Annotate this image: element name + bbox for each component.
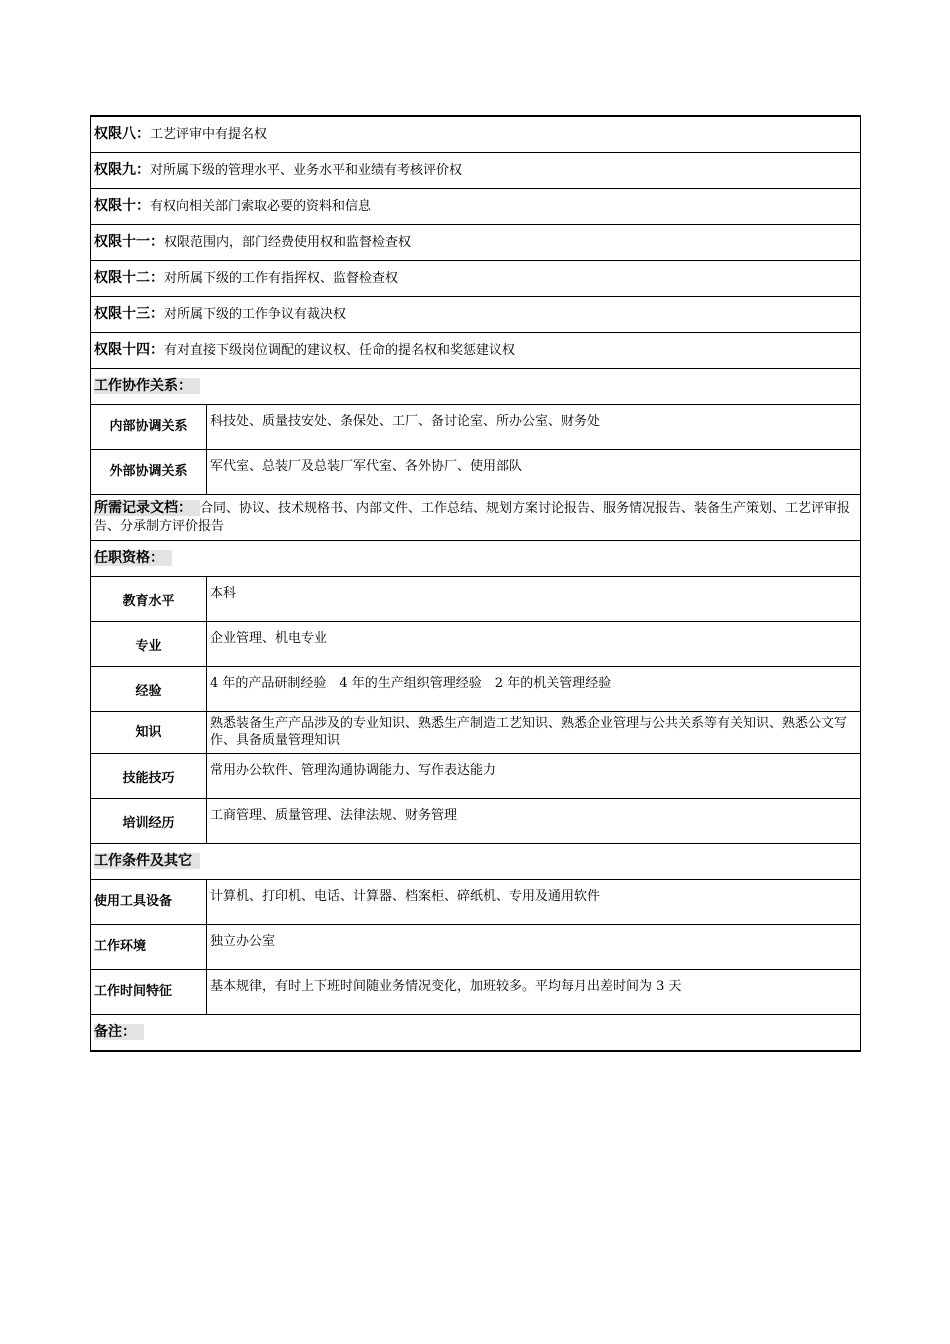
authority-label: 权限十二：: [94, 270, 164, 286]
qualification-value: 常用办公软件、管理沟通协调能力、写作表达能力: [207, 754, 861, 799]
records-label: 所需记录文档：: [94, 500, 200, 516]
condition-value: 基本规律，有时上下班时间随业务情况变化，加班较多。平均每月出差时间为 3 天: [207, 970, 861, 1015]
cooperation-label: 内部协调关系: [91, 405, 207, 450]
condition-label: 工作时间特征: [91, 970, 207, 1015]
authority-cell: [91, 297, 861, 333]
qualification-label: 教育水平: [91, 577, 207, 622]
authority-label: 权限十一：: [94, 234, 164, 250]
condition-value: 计算机、打印机、电话、计算器、档案柜、碎纸机、专用及通用软件: [207, 880, 861, 925]
authority-cell: [91, 261, 861, 297]
cooperation-heading: 工作协作关系：: [94, 378, 200, 394]
qualification-label: 知识: [91, 712, 207, 754]
authority-text: 工艺评审中有提名权: [150, 127, 268, 142]
section-header-row: [91, 369, 861, 405]
cooperation-label: 外部协调关系: [91, 450, 207, 495]
qualification-label: 技能技巧: [91, 754, 207, 799]
job-description-table-page: [90, 115, 860, 1052]
condition-label: 使用工具设备: [91, 880, 207, 925]
authority-row: [91, 297, 861, 333]
section-header-row: [91, 844, 861, 880]
authority-label: 权限十：: [94, 198, 150, 214]
qualification-row: [91, 712, 861, 754]
qualification-value: 本科: [207, 577, 861, 622]
remarks-cell: [91, 1015, 861, 1052]
condition-label: 工作环境: [91, 925, 207, 970]
qualification-row: [91, 799, 861, 844]
cooperation-value: 军代室、总装厂及总装厂军代室、各外协厂、使用部队: [207, 450, 861, 495]
authority-text: 有对直接下级岗位调配的建议权、任命的提名权和奖惩建议权: [164, 343, 516, 358]
authority-text: 有权向相关部门索取必要的资料和信息: [150, 199, 372, 214]
remarks-row: [91, 1015, 861, 1052]
authority-cell: [91, 116, 861, 153]
qualifications-heading: 任职资格：: [94, 550, 172, 566]
qualification-row: [91, 667, 861, 712]
authority-label: 权限十三：: [94, 306, 164, 322]
qualification-label: 培训经历: [91, 799, 207, 844]
cooperation-row: [91, 450, 861, 495]
cooperation-heading-cell: [91, 369, 861, 405]
authority-row: [91, 333, 861, 369]
job-description-table: [90, 115, 861, 1052]
authority-cell: [91, 153, 861, 189]
qualification-value: 工商管理、质量管理、法律法规、财务管理: [207, 799, 861, 844]
remarks-label: 备注：: [94, 1024, 144, 1040]
authority-label: 权限八：: [94, 126, 150, 142]
qualification-value: 4 年的产品研制经验 4 年的生产组织管理经验 2 年的机关管理经验: [207, 667, 861, 712]
qualification-row: [91, 622, 861, 667]
condition-row: [91, 970, 861, 1015]
section-header-row: [91, 541, 861, 577]
conditions-heading-cell: [91, 844, 861, 880]
authority-label: 权限十四：: [94, 342, 164, 358]
cooperation-row: [91, 405, 861, 450]
qualification-value: 熟悉装备生产产品涉及的专业知识、熟悉生产制造工艺知识、熟悉企业管理与公共关系等有关知识、熟悉公文写作、具备质量管理知识: [207, 712, 861, 754]
qualifications-heading-cell: [91, 541, 861, 577]
qualification-row: [91, 577, 861, 622]
authority-row: [91, 261, 861, 297]
authority-row: [91, 225, 861, 261]
records-cell: [91, 495, 861, 541]
authority-text: 权限范围内，部门经费使用权和监督检查权: [164, 235, 412, 250]
condition-value: 独立办公室: [207, 925, 861, 970]
authority-label: 权限九：: [94, 162, 150, 178]
authority-text: 对所属下级的工作争议有裁决权: [164, 307, 347, 322]
qualification-row: [91, 754, 861, 799]
authority-cell: [91, 225, 861, 261]
qualification-label: 专业: [91, 622, 207, 667]
authority-cell: [91, 189, 861, 225]
records-row: [91, 495, 861, 541]
condition-row: [91, 925, 861, 970]
qualification-value: 企业管理、机电专业: [207, 622, 861, 667]
cooperation-value: 科技处、质量技安处、条保处、工厂、备讨论室、所办公室、财务处: [207, 405, 861, 450]
condition-row: [91, 880, 861, 925]
authority-cell: [91, 333, 861, 369]
authority-row: [91, 189, 861, 225]
conditions-heading: 工作条件及其它: [94, 853, 200, 869]
records-value: 合同、协议、技术规格书、内部文件、工作总结、规划方案讨论报告、服务情况报告、装备生产策划、工艺评审报告、分承制方评价报告: [94, 501, 851, 534]
authority-text: 对所属下级的管理水平、业务水平和业绩有考核评价权: [150, 163, 463, 178]
authority-text: 对所属下级的工作有指挥权、监督检查权: [164, 271, 399, 286]
authority-row: [91, 153, 861, 189]
authority-row: [91, 116, 861, 153]
qualification-label: 经验: [91, 667, 207, 712]
